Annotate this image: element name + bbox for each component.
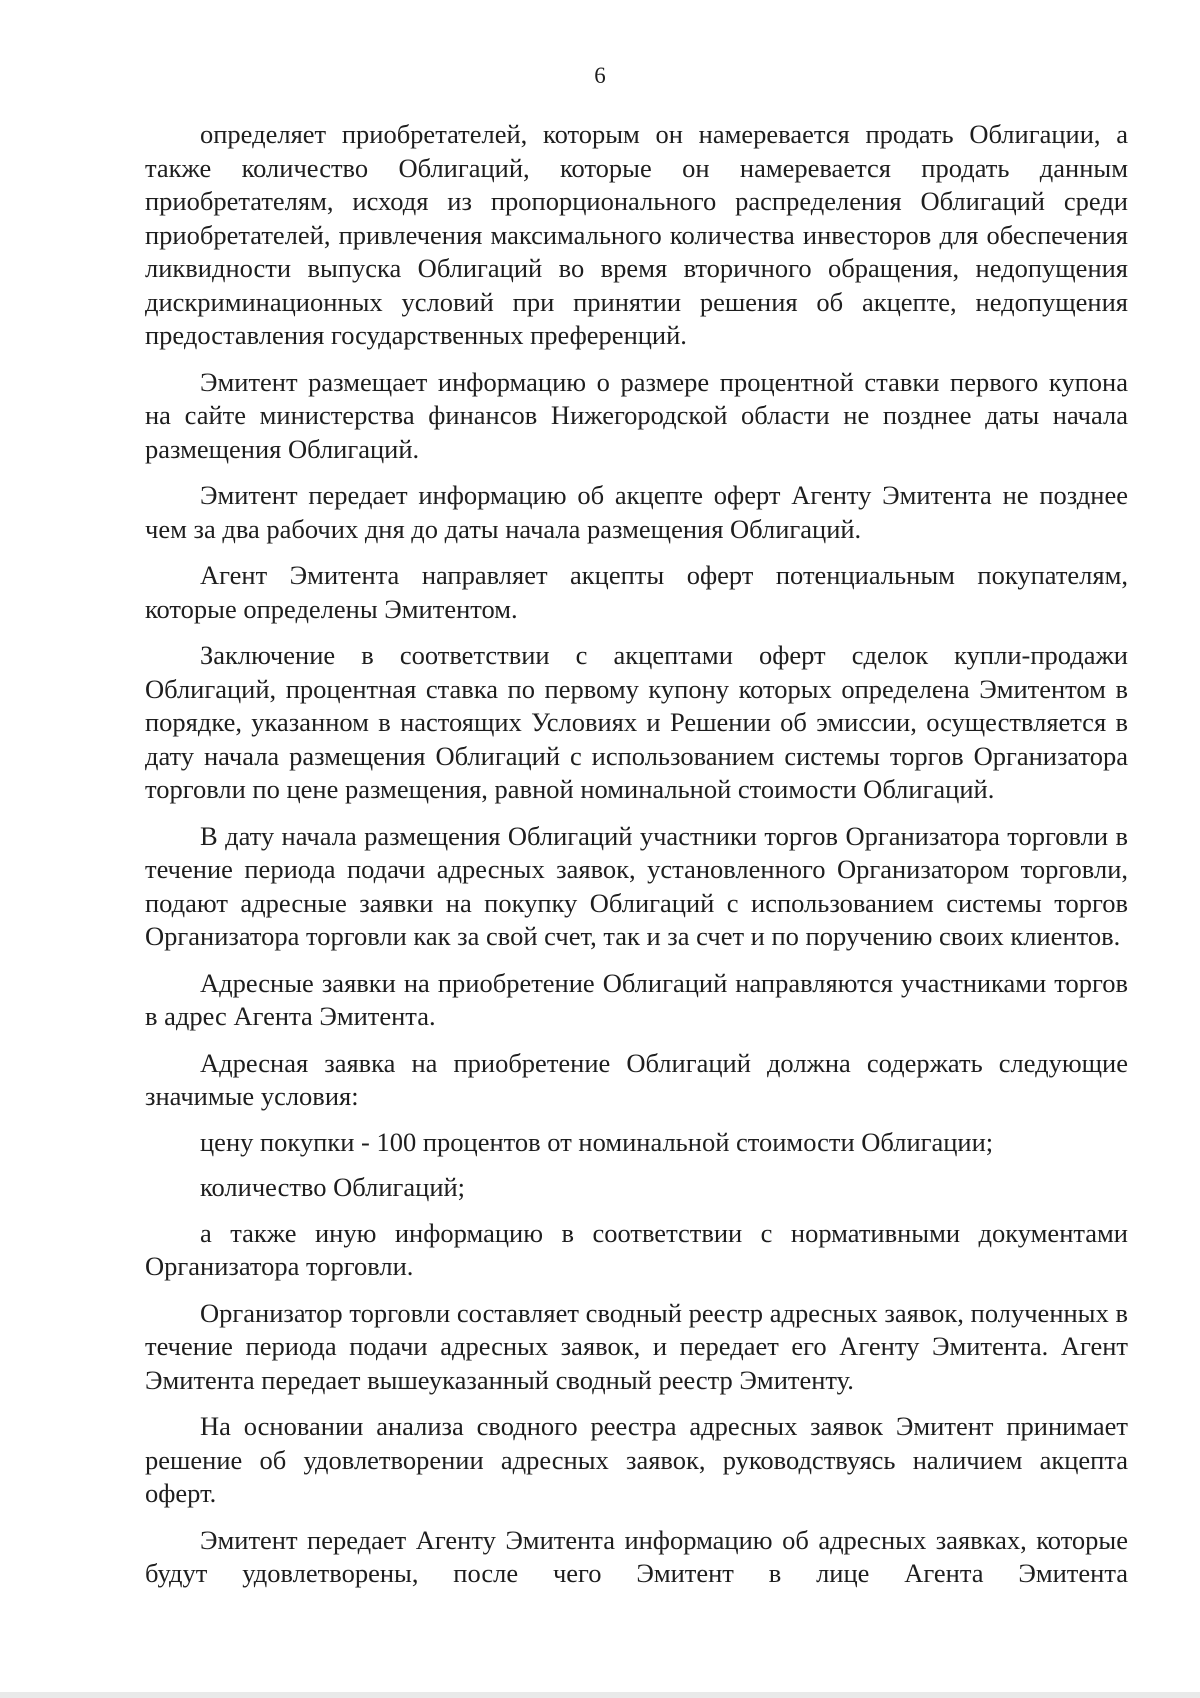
paragraph-deal-conclusion: Заключение в соответствии с акцептами оферт сделок купли-продажи Облигаций, процентная ставка по первому купону которых определена Эмитентом в порядке, указанном в настоящих Условиях и Решении об эмиссии, осуществляется в дату начала размещения Облигаций с использованием системы торгов Организатора торговли по цене размещения, равной номинальной стоимости Облигаций.	[145, 640, 1128, 804]
paragraph-buyer-selection-continued: определяет приобретателей, которым он намеревается продать Облигации, а также количество Облигаций, которые он намеревается продать данным приобретателям, исходя из пропорционального распределения Облигаций среди приобретателей, привлечения максимального количества инвесторов для обеспечения ликвидности выпуска Облигаций во время вторичного обращения, недопущения дискриминационных условий при принятии решения об акцепте, недопущения предоставления государственных преференций.	[145, 119, 1128, 350]
paragraph-satisfied-bids-transfer: Эмитент передает Агенту Эмитента информацию об адресных заявках, которые будут удовлетворены, после чего Эмитент в лице Агента Эмитента	[145, 1524, 1128, 1588]
paragraph-bid-condition-quantity: количество Облигаций;	[200, 1172, 466, 1202]
paragraph-address-bids-direction: Адресные заявки на приобретение Облигаций направляются участниками торгов в адрес Агента Эмитента.	[145, 967, 1128, 1031]
paragraph-offer-acceptance-transfer: Эмитент передает информацию об акцепте оферт Агенту Эмитента не позднее чем за два рабочих дня до даты начала размещения Облигаций.	[145, 480, 1128, 544]
scan-bottom-edge	[0, 1692, 1200, 1698]
paragraph-bid-satisfaction-decision: На основании анализа сводного реестра адресных заявок Эмитент принимает решение об удовлетворении адресных заявок, руководствуясь наличием акцепта оферт.	[145, 1411, 1128, 1508]
page-number: 6	[594, 63, 606, 88]
paragraph-consolidated-register: Организатор торговли составляет сводный реестр адресных заявок, полученных в течение периода подачи адресных заявок, и передает его Агенту Эмитента. Агент Эмитента передает вышеуказанный сводный реестр Эмитенту.	[145, 1297, 1128, 1395]
paragraph-bid-condition-other: а также иную информацию в соответствии с нормативными документами Организатора торговли.	[145, 1217, 1128, 1281]
paragraph-bid-condition-price: цену покупки - 100 процентов от номинальной стоимости Облигации;	[200, 1126, 994, 1157]
paragraph-address-bids-submission: В дату начала размещения Облигаций участники торгов Организатора торговли в течение периода подачи адресных заявок, установленного Организатором торговли, подают адресные заявки на покупку Облигаций с использованием системы торгов Организатора торговли как за свой счет, так и за счет и по поручению своих клиентов.	[145, 820, 1128, 951]
paragraph-agent-sends-acceptances: Агент Эмитента направляет акцепты оферт потенциальным покупателям, которые определены Эмитентом.	[145, 560, 1128, 624]
paragraph-bid-conditions-intro: Адресная заявка на приобретение Облигаций должна содержать следующие значимые условия:	[145, 1047, 1128, 1111]
paragraph-first-coupon-rate-disclosure: Эмитент размещает информацию о размере процентной ставки первого купона на сайте министерства финансов Нижегородской области не позднее даты начала размещения Облигаций.	[145, 366, 1128, 464]
document-body	[145, 118, 1128, 1591]
